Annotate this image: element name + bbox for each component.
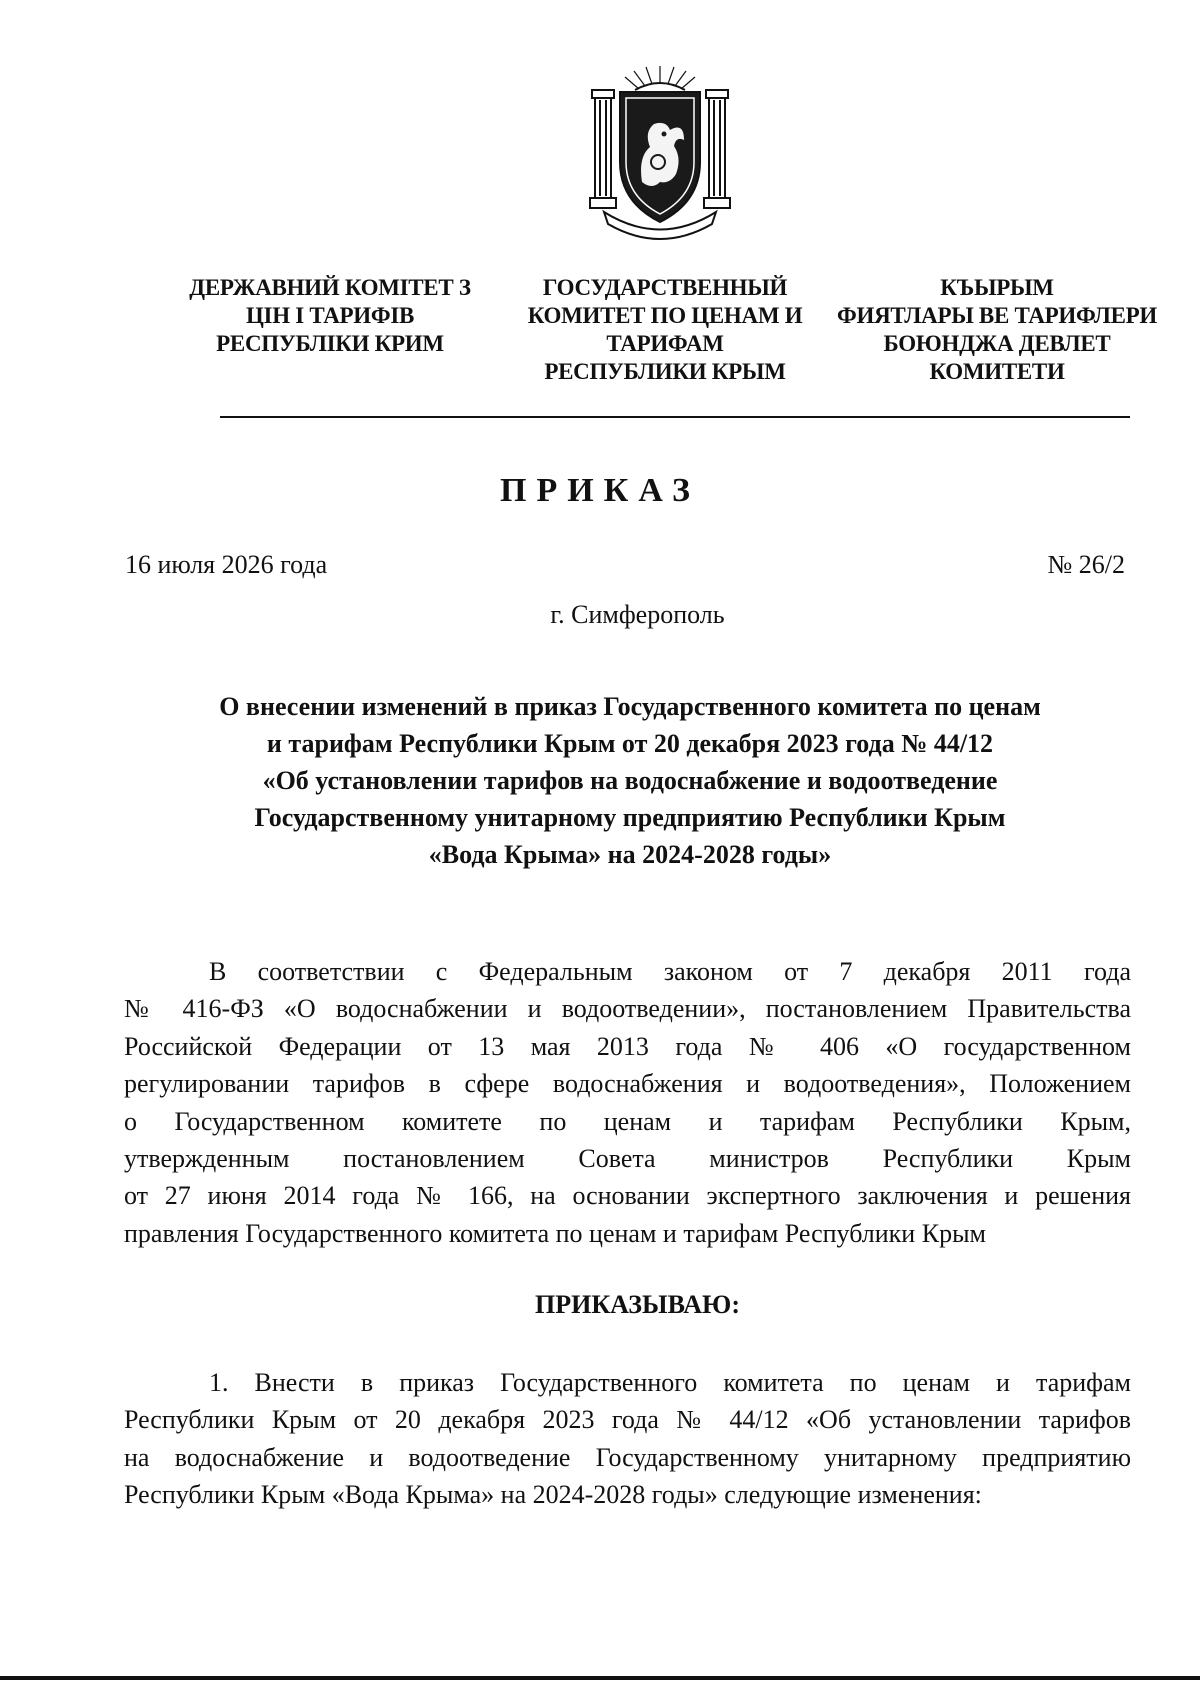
org-crh-line: КЪЫРЫМ [940,275,1054,300]
org-name-russian [500,274,830,386]
document-subject [130,688,1130,873]
org-crh-line: ФИЯТЛАРЫ ВЕ ТАРИФЛЕРИ [837,303,1157,328]
document-title: ПРИКАЗ [500,472,700,509]
item-1-line: Республики Крым от 20 декабря 2023 года № 44/12 «Об установлении тарифов [124,1405,1131,1435]
preamble-line: утвержденным постановлением Совета министров Республики Крым [124,1143,1131,1173]
document-city: г. Симферополь [550,600,725,629]
header-divider [220,416,1130,418]
preamble-line: от 27 июня 2014 года № 166, на основании экспертного заключения и решения [124,1181,1131,1211]
preamble-line: правления Государственного комитета по ценам и тарифам Республики Крым [124,1218,986,1248]
item-1-line: на водоснабжение и водоотведение Государственному унитарному предприятию [124,1442,1131,1472]
org-crh-line: КОМИТЕТИ [929,359,1065,384]
document-date: 16 июля 2026 года [125,550,328,579]
item-1-line: Республики Крым «Вода Крыма» на 2024-2028 годы» следующие изменения: [124,1480,982,1510]
subject-line: «Вода Крыма» на 2024-2028 годы» [428,840,832,869]
org-name-ukrainian [175,274,485,358]
preamble-line: Российской Федерации от 13 мая 2013 года № 406 «О государственном [124,1031,1131,1061]
item-1-line: 1. Внести в приказ Государственного комитета по ценам и тарифам [209,1368,1131,1397]
item-1-paragraph [124,1364,1131,1514]
subject-line: О внесении изменений в приказ Государственного комитета по ценам [219,692,1041,721]
order-word: ПРИКАЗЫВАЮ: [535,1290,740,1319]
org-ua-line: РЕСПУБЛІКИ КРИМ [216,331,444,356]
org-ua-line: ДЕРЖАВНИЙ КОМІТЕТ З [189,275,471,300]
org-ru-line: ТАРИФАМ [606,331,724,356]
coat-of-arms-crimea-icon [580,62,740,242]
org-name-crimean-tatar [832,274,1162,386]
org-ru-line: КОМИТЕТ ПО ЦЕНАМ И [527,303,803,328]
preamble-line: регулировании тарифов в сфере водоснабжения и водоотведения», Положением [124,1069,1131,1099]
org-crh-line: БОЮНДЖА ДЕВЛЕТ [883,331,1111,356]
preamble-line: о Государственном комитете по ценам и тарифам Республики Крым, [124,1106,1131,1136]
scan-bottom-edge [0,1676,1200,1680]
subject-line: и тарифам Республики Крым от 20 декабря 2023 года № 44/12 [266,729,994,758]
subject-line: «Об установлении тарифов на водоснабжение и водоотведение [262,766,998,795]
subject-line: Государственному унитарному предприятию Республики Крым [254,803,1006,832]
preamble-line: В соответствии с Федеральным законом от 7 декабря 2011 года [209,957,1131,986]
org-ua-line: ЦІН І ТАРИФІВ [245,303,415,328]
org-ru-line: ГОСУДАРСТВЕННЫЙ [542,275,788,300]
org-ru-line: РЕСПУБЛИКИ КРЫМ [544,359,786,384]
document-number: № 26/2 [1047,550,1125,579]
preamble-paragraph [124,953,1131,1252]
preamble-line: № 416-ФЗ «О водоснабжении и водоотведении», постановлением Правительства [124,994,1131,1024]
